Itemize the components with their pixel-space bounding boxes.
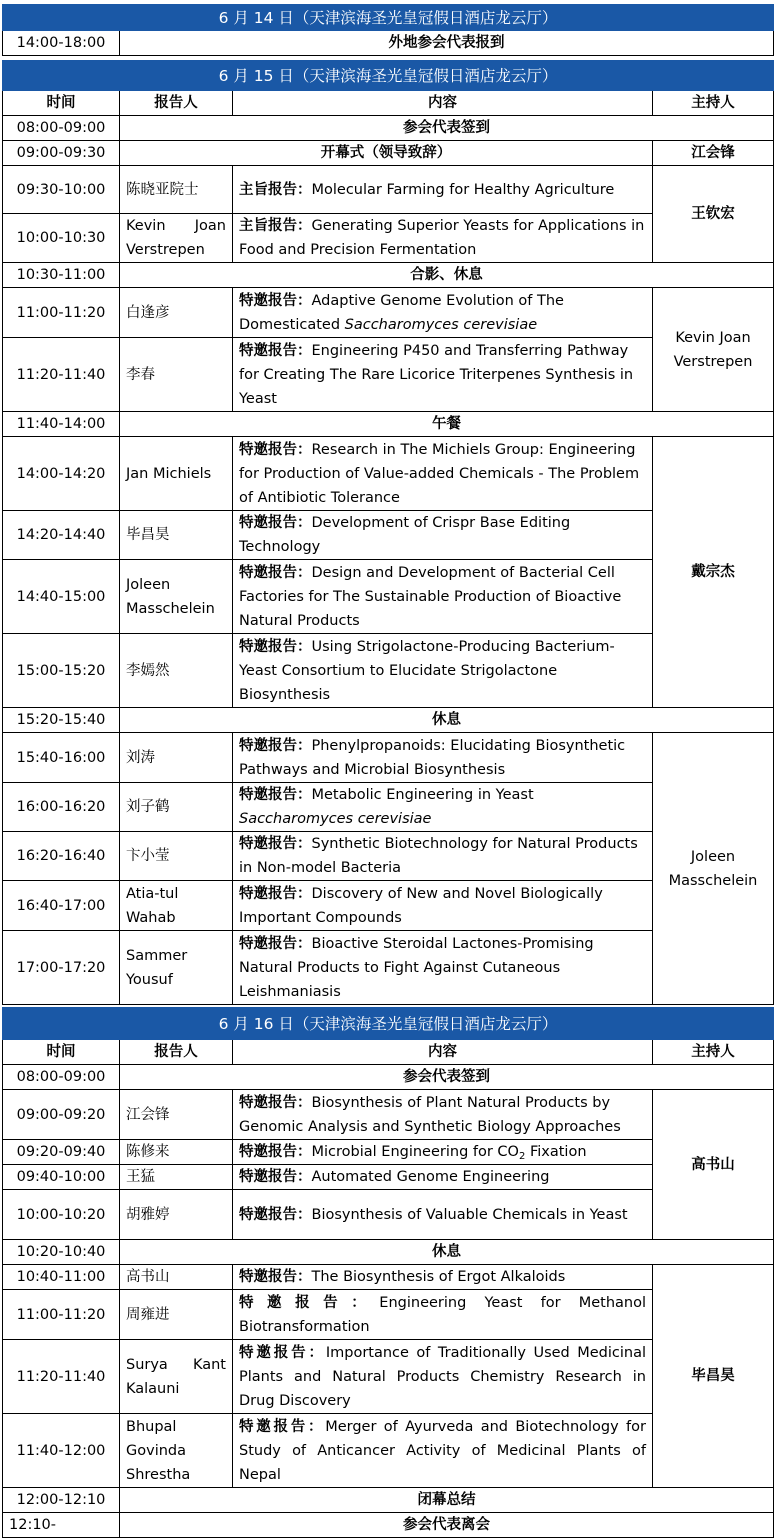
day14-table xyxy=(2,4,774,56)
host-cell: Joleen Masschelein xyxy=(653,733,774,1005)
time-cell: 11:20-11:40 xyxy=(3,338,120,412)
content-cell xyxy=(233,511,653,560)
time-cell: 11:00-11:20 xyxy=(3,1290,120,1340)
content-cell xyxy=(233,733,653,783)
day14-title: 6 月 14 日（天津滨海圣光皇冠假日酒店龙云厅） xyxy=(3,5,774,31)
time-cell: 17:00-17:20 xyxy=(3,931,120,1005)
content-cell xyxy=(233,1265,653,1290)
content-cell xyxy=(233,1165,653,1190)
report-title: Generating Superior Yeasts for Applications in Food and Precision Fermentation xyxy=(239,218,645,258)
table-row xyxy=(3,1513,774,1538)
report-title-italic: Saccharomyces cerevisiae xyxy=(239,811,432,827)
col-host-header: 主持人 xyxy=(653,91,774,116)
speaker-cell: Jan Michiels xyxy=(120,437,233,511)
time-cell: 10:00-10:20 xyxy=(3,1190,120,1240)
content-cell xyxy=(233,1290,653,1340)
report-type: 特邀报告： xyxy=(239,515,312,531)
speaker-cell: 李嫣然 xyxy=(120,634,233,708)
col-content-header: 内容 xyxy=(233,91,653,116)
content-cell xyxy=(233,832,653,881)
report-type: 主旨报告： xyxy=(239,218,312,234)
report-title: The Biosynthesis of Ergot Alkaloids xyxy=(311,1269,566,1285)
col-time-header: 时间 xyxy=(3,1040,120,1065)
content-cell xyxy=(233,931,653,1005)
day15-title: 6 月 15 日（天津滨海圣光皇冠假日酒店龙云厅） xyxy=(3,61,774,91)
content-cell xyxy=(233,634,653,708)
event-cell: 参会代表签到 xyxy=(120,1065,774,1090)
time-cell: 10:30-11:00 xyxy=(3,263,120,288)
report-type: 特邀报告： xyxy=(239,1094,312,1111)
report-title: Engineering Yeast for Methanol Biotransformation xyxy=(239,1294,646,1335)
speaker-cell: Joleen Masschelein xyxy=(120,560,233,634)
day15-header xyxy=(3,61,774,91)
report-title: Biosynthesis of Valuable Chemicals in Yeast xyxy=(311,1206,628,1223)
report-type: 特邀报告： xyxy=(239,787,312,803)
host-cell: 高书山 xyxy=(653,1090,774,1240)
content-cell xyxy=(233,437,653,511)
event-cell: 午餐 xyxy=(120,412,774,437)
column-header-row xyxy=(3,91,774,116)
report-type: 特邀报告： xyxy=(239,342,312,359)
time-cell: 09:00-09:30 xyxy=(3,141,120,166)
report-title: Adaptive Genome Evolution of The Domesticated xyxy=(239,292,564,333)
report-title: Metabolic Engineering in Yeast xyxy=(311,787,534,803)
speaker-cell: Bhupal Govinda Shrestha xyxy=(120,1414,233,1488)
content-cell xyxy=(233,1190,653,1240)
report-type: 特邀报告： xyxy=(239,1169,312,1185)
event-cell: 开幕式（领导致辞） xyxy=(120,141,653,166)
table-row xyxy=(3,733,774,783)
table-row xyxy=(3,116,774,141)
speaker-cell: 高书山 xyxy=(120,1265,233,1290)
time-cell: 09:20-09:40 xyxy=(3,1140,120,1165)
event-cell: 外地参会代表报到 xyxy=(120,31,774,56)
report-type: 特邀报告： xyxy=(239,1206,312,1223)
content-cell xyxy=(233,881,653,931)
host-cell: 江会锋 xyxy=(653,141,774,166)
col-time-header: 时间 xyxy=(3,91,120,116)
event-cell: 闭幕总结 xyxy=(120,1488,774,1513)
time-cell: 16:00-16:20 xyxy=(3,783,120,832)
time-cell: 08:00-09:00 xyxy=(3,1065,120,1090)
speaker-cell: Atia-tul Wahab xyxy=(120,881,233,931)
time-cell: 10:40-11:00 xyxy=(3,1265,120,1290)
col-speaker-header: 报告人 xyxy=(120,1040,233,1065)
table-row xyxy=(3,141,774,166)
report-title: Microbial Engineering for CO xyxy=(311,1144,519,1160)
table-row xyxy=(3,166,774,214)
time-cell: 08:00-09:00 xyxy=(3,116,120,141)
report-title: Engineering P450 and Transferring Pathway for Creating The Rare Licorice Triterpenes Synthesis in Yeast xyxy=(239,342,634,407)
speaker-cell: 卞小莹 xyxy=(120,832,233,881)
content-cell xyxy=(233,560,653,634)
content-cell xyxy=(233,783,653,832)
table-row xyxy=(3,1488,774,1513)
report-type: 特邀报告： xyxy=(239,1269,312,1285)
speaker-cell: Sammer Yousuf xyxy=(120,931,233,1005)
content-cell xyxy=(233,1414,653,1488)
report-type: 主旨报告： xyxy=(239,181,312,198)
report-type: 特邀报告： xyxy=(239,1144,312,1160)
time-cell: 14:00-14:20 xyxy=(3,437,120,511)
table-row xyxy=(3,437,774,511)
content-cell xyxy=(233,1140,653,1165)
event-cell: 休息 xyxy=(120,708,774,733)
table-row xyxy=(3,288,774,338)
event-cell: 参会代表签到 xyxy=(120,116,774,141)
report-type: 特邀报告： xyxy=(239,1344,326,1361)
speaker-cell: 江会锋 xyxy=(120,1090,233,1140)
time-cell: 16:20-16:40 xyxy=(3,832,120,881)
report-title: Synthetic Biotechnology for Natural Products in Non-model Bacteria xyxy=(239,836,638,876)
time-cell: 16:40-17:00 xyxy=(3,881,120,931)
day16-table xyxy=(2,1007,774,1538)
time-cell: 11:00-11:20 xyxy=(3,288,120,338)
report-title: Automated Genome Engineering xyxy=(311,1169,550,1185)
speaker-cell: Kevin Joan Verstrepen xyxy=(120,214,233,263)
table-row xyxy=(3,1090,774,1140)
time-cell: 10:00-10:30 xyxy=(3,214,120,263)
report-title-tail: Fixation xyxy=(525,1144,587,1160)
report-type: 特邀报告： xyxy=(239,638,312,655)
report-type: 特邀报告： xyxy=(239,1294,380,1311)
report-type: 特邀报告： xyxy=(239,292,312,309)
day15-table xyxy=(2,60,774,1005)
report-title: Using Strigolactone-Producing Bacterium-Yeast Consortium to Elucidate Strigolactone Biosynthesis xyxy=(239,638,615,703)
report-type: 特邀报告： xyxy=(239,441,312,458)
report-type: 特邀报告： xyxy=(239,885,312,902)
time-cell: 10:20-10:40 xyxy=(3,1240,120,1265)
content-cell xyxy=(233,166,653,214)
report-title: Molecular Farming for Healthy Agriculture xyxy=(311,181,615,198)
speaker-cell: 王猛 xyxy=(120,1165,233,1190)
report-type: 特邀报告： xyxy=(239,564,312,581)
event-cell: 休息 xyxy=(120,1240,774,1265)
report-title-italic: Saccharomyces cerevisiae xyxy=(344,316,538,333)
speaker-cell: 刘子鹤 xyxy=(120,783,233,832)
time-cell: 15:40-16:00 xyxy=(3,733,120,783)
content-cell xyxy=(233,288,653,338)
time-cell: 11:20-11:40 xyxy=(3,1340,120,1414)
report-title: Merger of Ayurveda and Biotechnology for Study of Anticancer Activity of Medicinal Plants of Nepal xyxy=(239,1418,646,1483)
time-cell: 14:00-18:00 xyxy=(3,31,120,56)
report-type: 特邀报告： xyxy=(239,935,312,952)
content-cell xyxy=(233,1340,653,1414)
time-cell: 15:20-15:40 xyxy=(3,708,120,733)
table-row xyxy=(3,263,774,288)
time-cell: 15:00-15:20 xyxy=(3,634,120,708)
speaker-cell: 陈晓亚院士 xyxy=(120,166,233,214)
report-title: Research in The Michiels Group: Engineering for Production of Value-added Chemicals - The Problem of Antibiotic Tolerance xyxy=(239,441,640,506)
report-type: 特邀报告： xyxy=(239,737,312,754)
speaker-cell: 胡雅婷 xyxy=(120,1190,233,1240)
time-cell: 09:30-10:00 xyxy=(3,166,120,214)
event-cell: 合影、休息 xyxy=(120,263,774,288)
day14-header xyxy=(3,5,774,31)
speaker-cell: 陈修来 xyxy=(120,1140,233,1165)
table-row xyxy=(3,1265,774,1290)
col-content-header: 内容 xyxy=(233,1040,653,1065)
time-cell: 12:00-12:10 xyxy=(3,1488,120,1513)
time-cell: 11:40-14:00 xyxy=(3,412,120,437)
speaker-cell: Surya Kant Kalauni xyxy=(120,1340,233,1414)
report-title: Development of Crispr Base Editing Technology xyxy=(239,515,571,555)
host-cell: 王钦宏 xyxy=(653,166,774,263)
speaker-cell: 刘涛 xyxy=(120,733,233,783)
table-row xyxy=(3,1240,774,1265)
day16-header xyxy=(3,1008,774,1040)
col-speaker-header: 报告人 xyxy=(120,91,233,116)
content-cell xyxy=(233,338,653,412)
report-type: 特邀报告： xyxy=(239,1418,326,1435)
report-title: Importance of Traditionally Used Medicinal Plants and Natural Products Chemistry Research in Drug Discovery xyxy=(239,1344,647,1409)
table-row xyxy=(3,1065,774,1090)
host-cell: 毕昌昊 xyxy=(653,1265,774,1488)
report-title: Biosynthesis of Plant Natural Products by Genomic Analysis and Synthetic Biology Approaches xyxy=(239,1094,621,1135)
time-cell: 12:10- xyxy=(3,1513,120,1538)
time-cell: 14:20-14:40 xyxy=(3,511,120,560)
report-type: 特邀报告： xyxy=(239,836,312,852)
content-cell xyxy=(233,214,653,263)
speaker-cell: 李春 xyxy=(120,338,233,412)
report-title: Bioactive Steroidal Lactones-Promising Natural Products to Fight Against Cutaneous Leishmaniasis xyxy=(239,935,594,1000)
speaker-cell: 毕昌昊 xyxy=(120,511,233,560)
host-cell: Kevin Joan Verstrepen xyxy=(653,288,774,412)
report-title: Phenylpropanoids: Elucidating Biosynthetic Pathways and Microbial Biosynthesis xyxy=(239,737,626,778)
table-row xyxy=(3,31,774,56)
table-row xyxy=(3,708,774,733)
time-cell: 11:40-12:00 xyxy=(3,1414,120,1488)
speaker-cell: 周雍进 xyxy=(120,1290,233,1340)
content-cell xyxy=(233,1090,653,1140)
col-host-header: 主持人 xyxy=(653,1040,774,1065)
report-title: Discovery of New and Novel Biologically Important Compounds xyxy=(239,885,603,926)
time-cell: 09:00-09:20 xyxy=(3,1090,120,1140)
report-title-subscript: 2 xyxy=(518,1151,526,1162)
table-row xyxy=(3,412,774,437)
time-cell: 14:40-15:00 xyxy=(3,560,120,634)
day16-title: 6 月 16 日（天津滨海圣光皇冠假日酒店龙云厅） xyxy=(3,1008,774,1040)
report-title: Design and Development of Bacterial Cell Factories for The Sustainable Production of Bioactive Natural Products xyxy=(239,564,622,629)
time-cell: 09:40-10:00 xyxy=(3,1165,120,1190)
speaker-cell: 白逢彦 xyxy=(120,288,233,338)
column-header-row xyxy=(3,1040,774,1065)
event-cell: 参会代表离会 xyxy=(120,1513,774,1538)
host-cell: 戴宗杰 xyxy=(653,437,774,708)
